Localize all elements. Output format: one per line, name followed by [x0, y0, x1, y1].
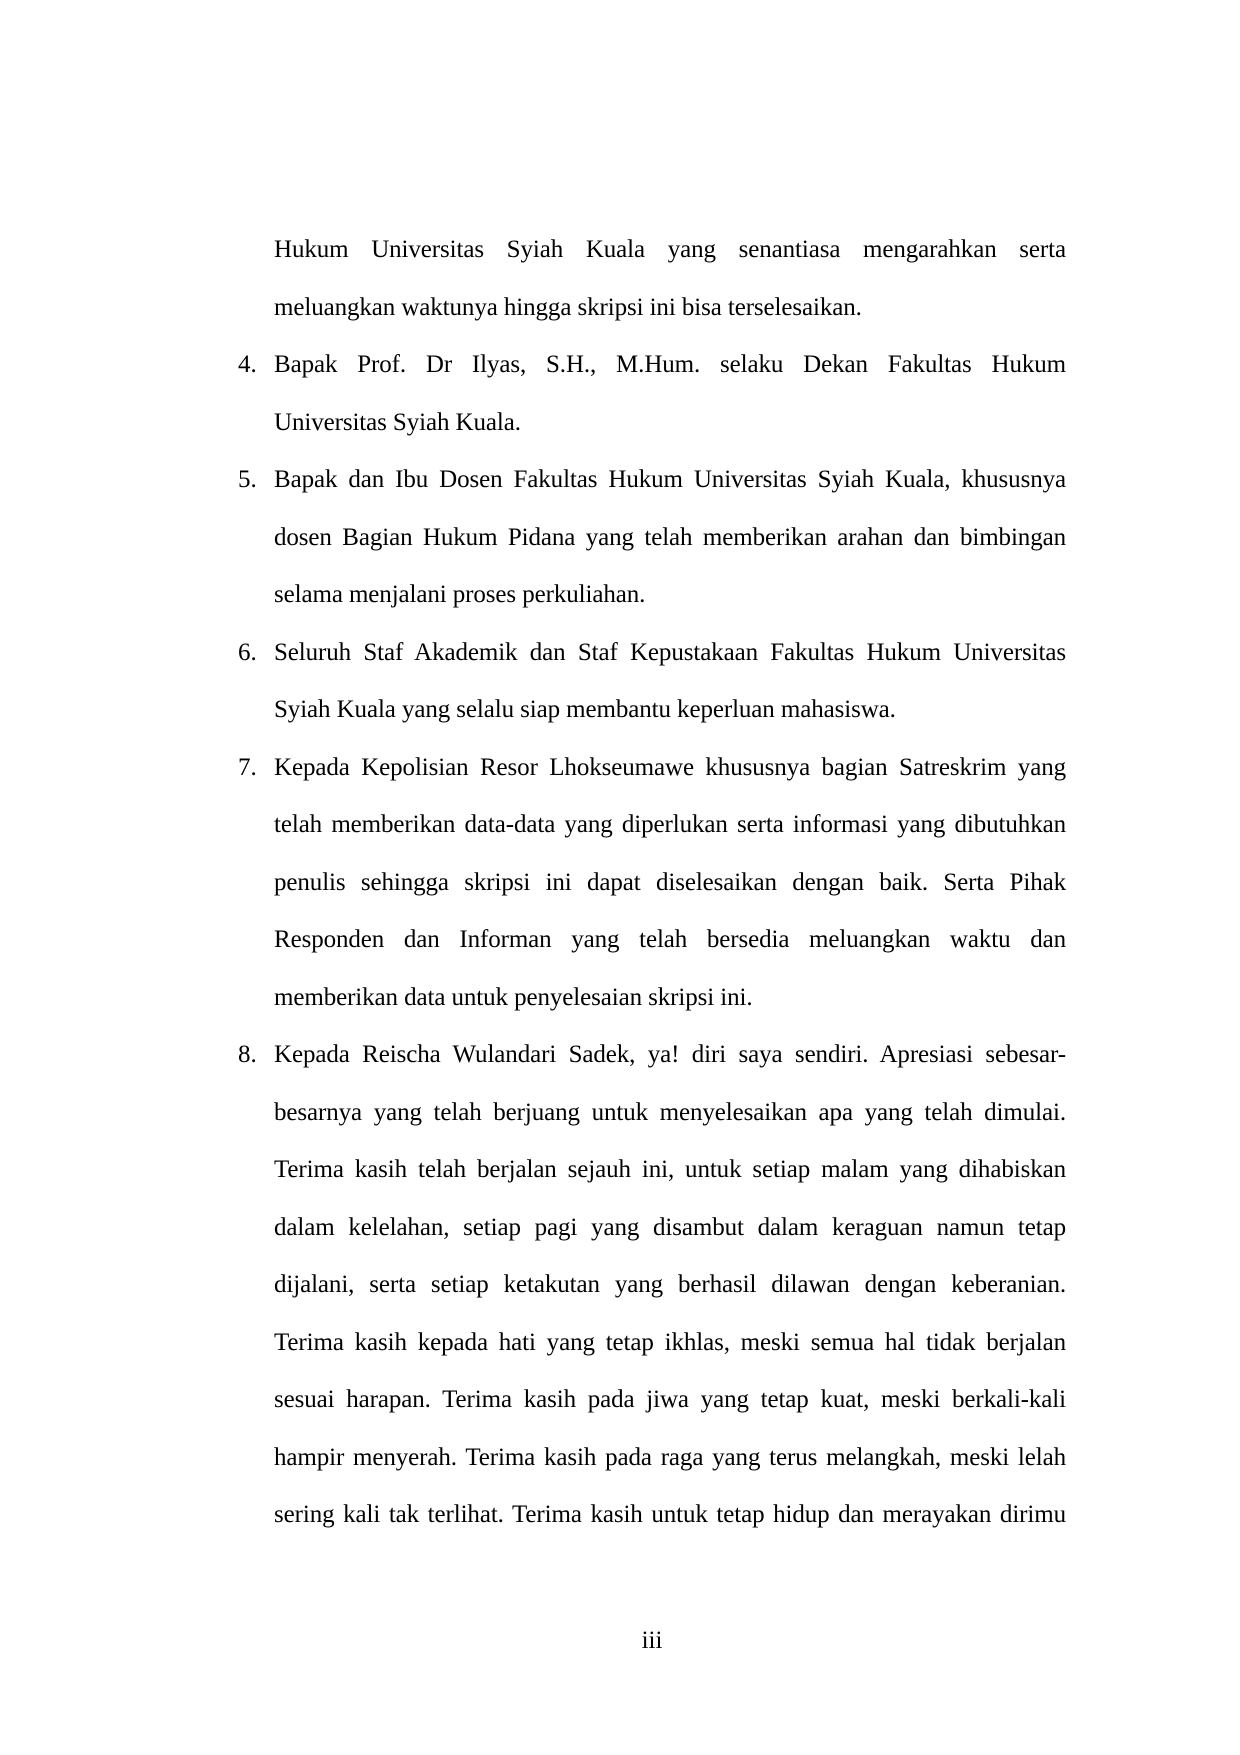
text-line: hampir menyerah. Terima kasih pada raga yang terus melangkah, meski lelah — [274, 1443, 1066, 1471]
list-item-continuation — [274, 221, 1066, 336]
text-line: telah memberikan data-data yang diperlukan serta informasi yang dibutuhkan — [274, 811, 1066, 838]
list-item-number: 8. — [238, 1041, 257, 1068]
text-line: memberikan data untuk penyelesaian skripsi ini. — [274, 983, 753, 1011]
text-line: Kepada Kepolisian Resor Lhokseumawe khususnya bagian Satreskrim yang — [274, 753, 1066, 781]
text-line: Kepada Reischa Wulandari Sadek, ya! diri saya sendiri. Apresiasi sebesar- — [274, 1041, 1066, 1068]
text-line: sering kali tak terlihat. Terima kasih untuk tetap hidup dan merayakan dirimu — [274, 1501, 1066, 1528]
list-item-number: 6. — [238, 638, 257, 666]
text-line: dosen Bagian Hukum Pidana yang telah memberikan arahan dan bimbingan — [274, 523, 1066, 551]
list-item-5 — [238, 451, 1066, 624]
list-item-8 — [238, 1026, 1066, 1544]
list-item-number: 7. — [238, 753, 257, 781]
text-line: sesuai harapan. Terima kasih pada jiwa yang tetap kuat, meski berkali-kali — [274, 1386, 1066, 1413]
text-line: Syiah Kuala yang selalu siap membantu keperluan mahasiswa. — [274, 696, 896, 723]
text-line: Seluruh Staf Akademik dan Staf Kepustakaan Fakultas Hukum Universitas — [274, 638, 1066, 666]
text-line: penulis sehingga skripsi ini dapat diselesaikan dengan baik. Serta Pihak — [274, 868, 1066, 896]
text-line: Terima kasih kepada hati yang tetap ikhlas, meski semua hal tidak berjalan — [274, 1328, 1066, 1356]
text-line: dalam kelelahan, setiap pagi yang disambut dalam keraguan namun tetap — [274, 1213, 1066, 1241]
text-line: Bapak dan Ibu Dosen Fakultas Hukum Universitas Syiah Kuala, khususnya — [274, 466, 1066, 493]
list-item-4 — [238, 336, 1066, 451]
text-line: Terima kasih telah berjalan sejauh ini, untuk setiap malam yang dihabiskan — [274, 1156, 1066, 1183]
text-line: besarnya yang telah berjuang untuk menyelesaikan apa yang telah dimulai. — [274, 1098, 1066, 1126]
text-line: selama menjalani proses perkuliahan. — [274, 581, 646, 608]
text-line: dijalani, serta setiap ketakutan yang berhasil dilawan dengan keberanian. — [274, 1271, 1066, 1298]
text-line: Hukum Universitas Syiah Kuala yang senantiasa mengarahkan serta — [274, 236, 1066, 263]
text-line: Universitas Syiah Kuala. — [274, 408, 521, 436]
text-line: Bapak Prof. Dr Ilyas, S.H., M.Hum. selaku Dekan Fakultas Hukum — [274, 351, 1066, 378]
list-item-7 — [238, 739, 1066, 1027]
page-number: iii — [641, 1627, 663, 1654]
list-item-number: 5. — [238, 466, 257, 493]
acknowledgments-list — [238, 221, 1066, 1544]
text-line: Responden dan Informan yang telah bersedia meluangkan waktu dan — [274, 926, 1066, 953]
list-item-6 — [238, 624, 1066, 739]
text-line: meluangkan waktunya hingga skripsi ini bisa terselesaikan. — [274, 293, 862, 321]
list-item-number: 4. — [238, 351, 257, 378]
